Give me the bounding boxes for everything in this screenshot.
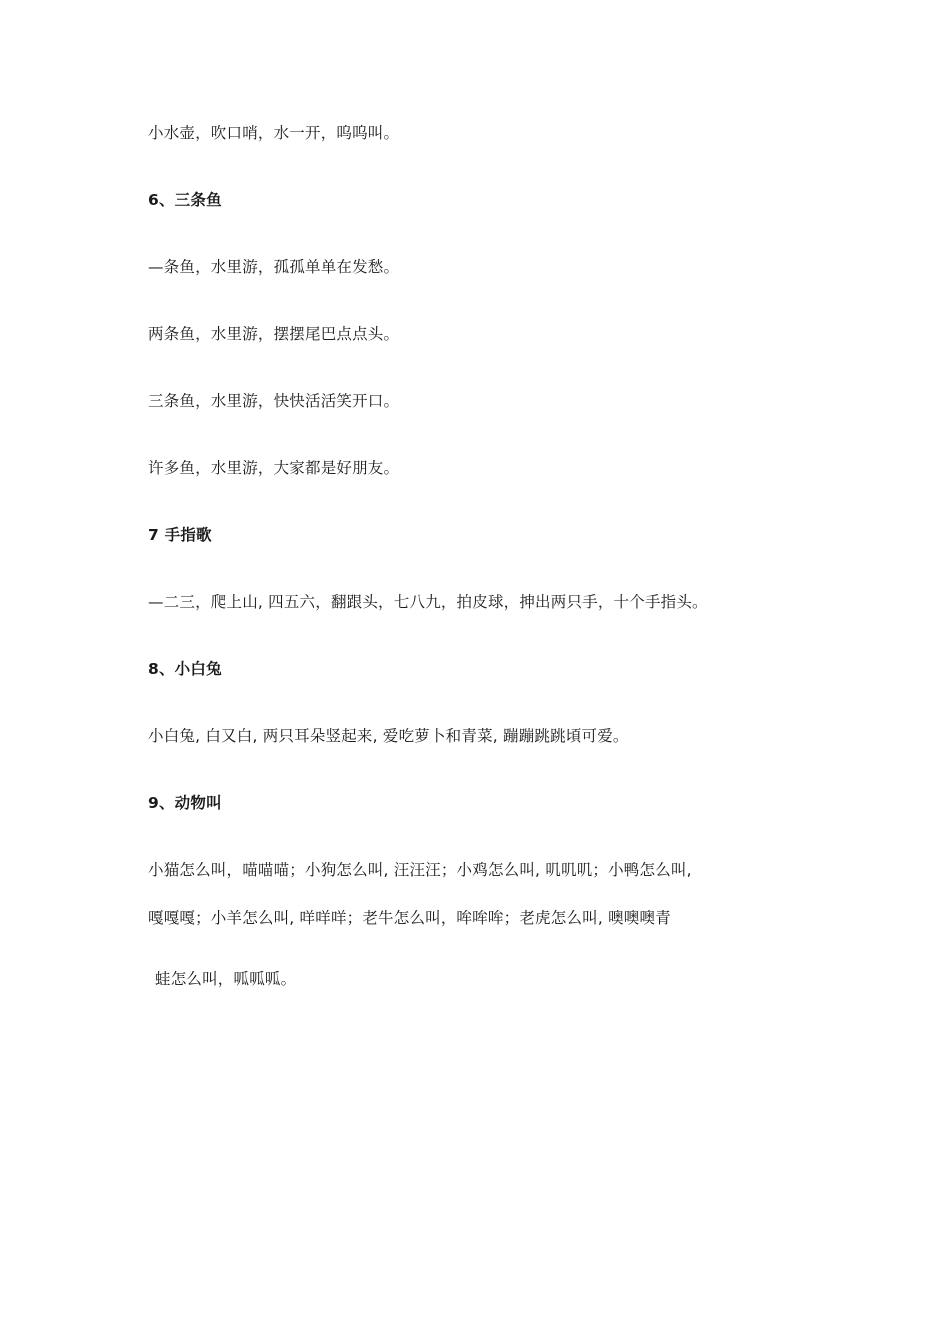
poem-line-animal-sounds-1: 小猫怎么叫，喵喵喵；小狗怎么叫, 汪汪汪；小鸡怎么叫, 叽叽叽；小鸭怎么叫, (148, 861, 692, 879)
poem-line-water-kettle: 小水壶，吹口哨，水一开，呜呜叫。 (148, 124, 400, 142)
poem-line-three-fish: 三条鱼，水里游，快快活活笑开口。 (148, 392, 400, 410)
poem-line-white-rabbit: 小白兔, 白又白, 两只耳朵竖起来, 爱吃萝卜和青菜, 蹦蹦跳跳頃可爱。 (148, 727, 629, 745)
section-heading-white-rabbit: 8、小白兔 (148, 660, 222, 678)
poem-line-one-fish: —条鱼，水里游，孤孤单单在发愁。 (148, 258, 400, 276)
poem-line-animal-sounds-3: 蛙怎么叫，呱呱呱。 (155, 970, 297, 988)
section-heading-three-fish: 6、三条鱼 (148, 191, 222, 209)
section-heading-animal-sounds: 9、动物叫 (148, 794, 222, 812)
poem-line-animal-sounds-2: 嘎嘎嘎；小羊怎么叫, 咩咩咩；老牛怎么叫，哞哞哞；老虎怎么叫, 噢噢噢青 (148, 909, 671, 927)
poem-line-many-fish: 许多鱼，水里游，大家都是好朋友。 (148, 459, 400, 477)
poem-line-finger-song: —二三，爬上山, 四五六，翻跟头，七八九，拍皮球，抻出两只手，十个手指头。 (148, 593, 708, 611)
section-heading-finger-song: 7 手指歌 (148, 526, 212, 544)
poem-line-two-fish: 两条鱼，水里游，摆摆尾巴点点头。 (148, 325, 400, 343)
